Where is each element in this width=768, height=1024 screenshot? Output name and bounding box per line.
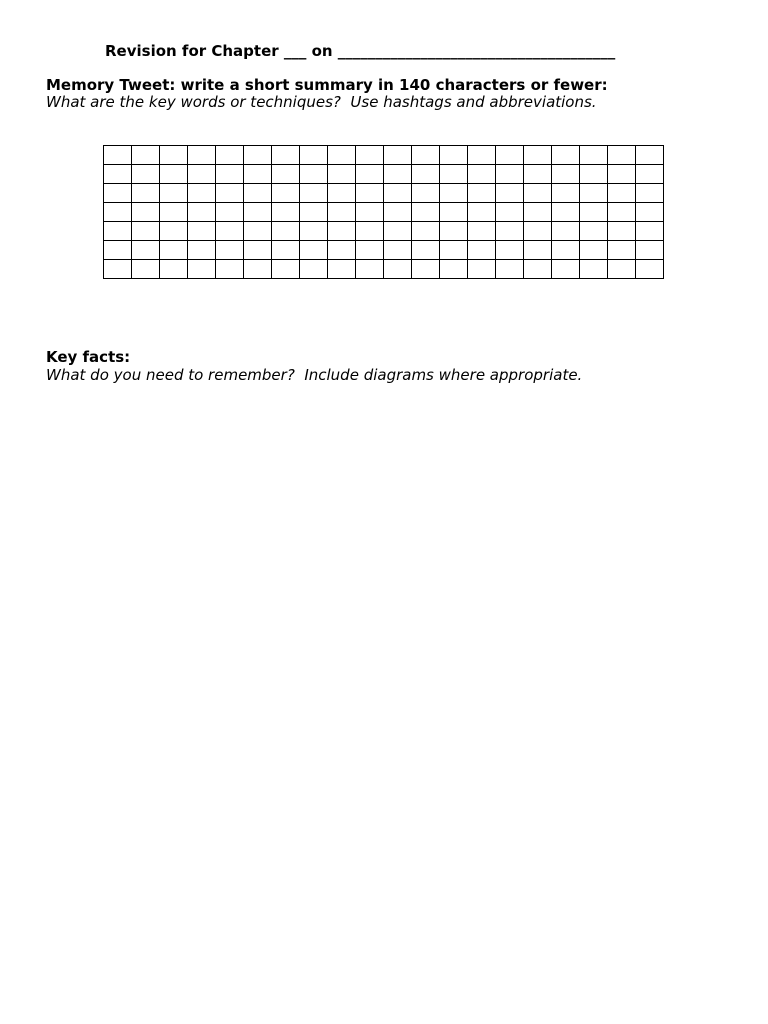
grid-cell[interactable] — [412, 146, 440, 165]
grid-cell[interactable] — [468, 260, 496, 279]
grid-cell[interactable] — [328, 184, 356, 203]
grid-cell[interactable] — [300, 203, 328, 222]
grid-cell[interactable] — [216, 241, 244, 260]
grid-cell[interactable] — [244, 146, 272, 165]
grid-cell[interactable] — [300, 165, 328, 184]
grid-cell[interactable] — [524, 165, 552, 184]
grid-cell[interactable] — [188, 184, 216, 203]
grid-cell[interactable] — [216, 260, 244, 279]
grid-cell[interactable] — [272, 260, 300, 279]
grid-cell[interactable] — [188, 222, 216, 241]
grid-cell[interactable] — [272, 241, 300, 260]
memory-tweet-grid — [103, 145, 664, 279]
grid-cell[interactable] — [636, 184, 664, 203]
grid-cell[interactable] — [244, 165, 272, 184]
grid-cell[interactable] — [524, 184, 552, 203]
grid-cell[interactable] — [496, 184, 524, 203]
grid-cell[interactable] — [384, 241, 412, 260]
memory-tweet-prompt: What are the key words or techniques? Use hashtags and abbreviations. — [46, 93, 597, 111]
grid-cell[interactable] — [496, 146, 524, 165]
grid-cell[interactable] — [300, 184, 328, 203]
grid-cell[interactable] — [440, 203, 468, 222]
grid-cell[interactable] — [216, 146, 244, 165]
grid-cell[interactable] — [608, 184, 636, 203]
grid-cell[interactable] — [608, 222, 636, 241]
grid-cell[interactable] — [552, 222, 580, 241]
grid-cell[interactable] — [132, 260, 160, 279]
grid-cell[interactable] — [440, 184, 468, 203]
grid-cell[interactable] — [496, 165, 524, 184]
grid-cell[interactable] — [188, 241, 216, 260]
grid-cell[interactable] — [328, 203, 356, 222]
grid-cell[interactable] — [580, 203, 608, 222]
grid-cell[interactable] — [356, 203, 384, 222]
grid-cell[interactable] — [160, 165, 188, 184]
grid-cell[interactable] — [160, 222, 188, 241]
grid-cell[interactable] — [244, 260, 272, 279]
grid-cell[interactable] — [356, 260, 384, 279]
grid-cell[interactable] — [188, 165, 216, 184]
grid-cell[interactable] — [608, 260, 636, 279]
grid-cell[interactable] — [580, 146, 608, 165]
grid-cell[interactable] — [160, 260, 188, 279]
grid-cell[interactable] — [104, 203, 132, 222]
grid-cell[interactable] — [328, 241, 356, 260]
grid-cell[interactable] — [468, 222, 496, 241]
grid-cell[interactable] — [160, 146, 188, 165]
grid-cell[interactable] — [412, 184, 440, 203]
grid-cell[interactable] — [328, 165, 356, 184]
grid-cell[interactable] — [384, 165, 412, 184]
grid-cell[interactable] — [468, 184, 496, 203]
grid-row — [104, 165, 664, 184]
grid-cell[interactable] — [608, 165, 636, 184]
grid-cell[interactable] — [356, 146, 384, 165]
grid-cell[interactable] — [636, 146, 664, 165]
grid-cell[interactable] — [384, 222, 412, 241]
grid-cell[interactable] — [384, 260, 412, 279]
grid-cell[interactable] — [496, 241, 524, 260]
grid-row — [104, 222, 664, 241]
grid-cell[interactable] — [440, 260, 468, 279]
grid-cell[interactable] — [328, 146, 356, 165]
grid-cell[interactable] — [104, 184, 132, 203]
grid-cell[interactable] — [580, 260, 608, 279]
grid-cell[interactable] — [552, 184, 580, 203]
grid-cell[interactable] — [104, 165, 132, 184]
grid-cell[interactable] — [160, 241, 188, 260]
grid-cell[interactable] — [328, 222, 356, 241]
grid-cell[interactable] — [552, 165, 580, 184]
grid-cell[interactable] — [216, 222, 244, 241]
grid-cell[interactable] — [272, 165, 300, 184]
grid-cell[interactable] — [636, 222, 664, 241]
grid-cell[interactable] — [188, 260, 216, 279]
grid-cell[interactable] — [496, 260, 524, 279]
grid-cell[interactable] — [244, 241, 272, 260]
grid-cell[interactable] — [440, 222, 468, 241]
grid-cell[interactable] — [132, 146, 160, 165]
grid-cell[interactable] — [384, 146, 412, 165]
grid-cell[interactable] — [524, 203, 552, 222]
grid-cell[interactable] — [468, 241, 496, 260]
grid-cell[interactable] — [412, 165, 440, 184]
grid-cell[interactable] — [580, 184, 608, 203]
grid-cell[interactable] — [132, 203, 160, 222]
grid-cell[interactable] — [328, 260, 356, 279]
grid-cell[interactable] — [636, 165, 664, 184]
grid-cell[interactable] — [636, 241, 664, 260]
grid-cell[interactable] — [132, 165, 160, 184]
grid-cell[interactable] — [356, 241, 384, 260]
grid-cell[interactable] — [356, 184, 384, 203]
grid-cell[interactable] — [496, 222, 524, 241]
grid-cell[interactable] — [132, 184, 160, 203]
grid-cell[interactable] — [384, 203, 412, 222]
grid-cell[interactable] — [384, 184, 412, 203]
grid-cell[interactable] — [160, 184, 188, 203]
grid-cell[interactable] — [216, 165, 244, 184]
page-title: Revision for Chapter ___ on _____________________________________ — [105, 42, 616, 60]
grid-cell[interactable] — [524, 260, 552, 279]
grid-cell[interactable] — [412, 260, 440, 279]
grid-cell[interactable] — [468, 203, 496, 222]
grid-cell[interactable] — [468, 146, 496, 165]
grid-cell[interactable] — [216, 184, 244, 203]
key-facts-heading: Key facts: — [46, 348, 131, 366]
grid-cell[interactable] — [244, 203, 272, 222]
grid-cell[interactable] — [244, 222, 272, 241]
grid-cell[interactable] — [524, 146, 552, 165]
grid-cell[interactable] — [552, 260, 580, 279]
grid-cell[interactable] — [104, 260, 132, 279]
grid-row — [104, 241, 664, 260]
grid-cell[interactable] — [160, 203, 188, 222]
grid-row — [104, 184, 664, 203]
grid-cell[interactable] — [412, 203, 440, 222]
grid-cell[interactable] — [104, 222, 132, 241]
grid-row — [104, 146, 664, 165]
grid-cell[interactable] — [636, 203, 664, 222]
grid-cell[interactable] — [468, 165, 496, 184]
grid-cell[interactable] — [272, 222, 300, 241]
grid-cell[interactable] — [552, 146, 580, 165]
grid-cell[interactable] — [580, 165, 608, 184]
grid-cell[interactable] — [300, 260, 328, 279]
grid-cell[interactable] — [496, 203, 524, 222]
grid-cell[interactable] — [552, 241, 580, 260]
grid-cell[interactable] — [132, 222, 160, 241]
grid-cell[interactable] — [440, 241, 468, 260]
grid-cell[interactable] — [272, 146, 300, 165]
grid-cell[interactable] — [104, 241, 132, 260]
grid-cell[interactable] — [524, 241, 552, 260]
grid-cell[interactable] — [524, 222, 552, 241]
grid-cell[interactable] — [300, 146, 328, 165]
grid-cell[interactable] — [636, 260, 664, 279]
grid-cell[interactable] — [552, 203, 580, 222]
grid-cell[interactable] — [216, 203, 244, 222]
grid-cell[interactable] — [272, 203, 300, 222]
memory-tweet-heading: Memory Tweet: write a short summary in 140 characters or fewer: — [46, 76, 608, 94]
grid-cell[interactable] — [300, 241, 328, 260]
grid-cell[interactable] — [356, 222, 384, 241]
grid-cell[interactable] — [608, 203, 636, 222]
grid-cell[interactable] — [300, 222, 328, 241]
grid-cell[interactable] — [188, 203, 216, 222]
grid-cell[interactable] — [608, 241, 636, 260]
grid-row — [104, 203, 664, 222]
grid-cell[interactable] — [440, 165, 468, 184]
grid-cell[interactable] — [440, 146, 468, 165]
grid-cell[interactable] — [412, 222, 440, 241]
grid-cell[interactable] — [272, 184, 300, 203]
grid-cell[interactable] — [608, 146, 636, 165]
grid-cell[interactable] — [580, 241, 608, 260]
grid-cell[interactable] — [412, 241, 440, 260]
grid-cell[interactable] — [104, 146, 132, 165]
grid-cell[interactable] — [188, 146, 216, 165]
grid-cell[interactable] — [132, 241, 160, 260]
grid-cell[interactable] — [356, 165, 384, 184]
grid-cell[interactable] — [244, 184, 272, 203]
grid-row — [104, 260, 664, 279]
key-facts-prompt: What do you need to remember? Include diagrams where appropriate. — [46, 366, 583, 384]
grid-cell[interactable] — [580, 222, 608, 241]
